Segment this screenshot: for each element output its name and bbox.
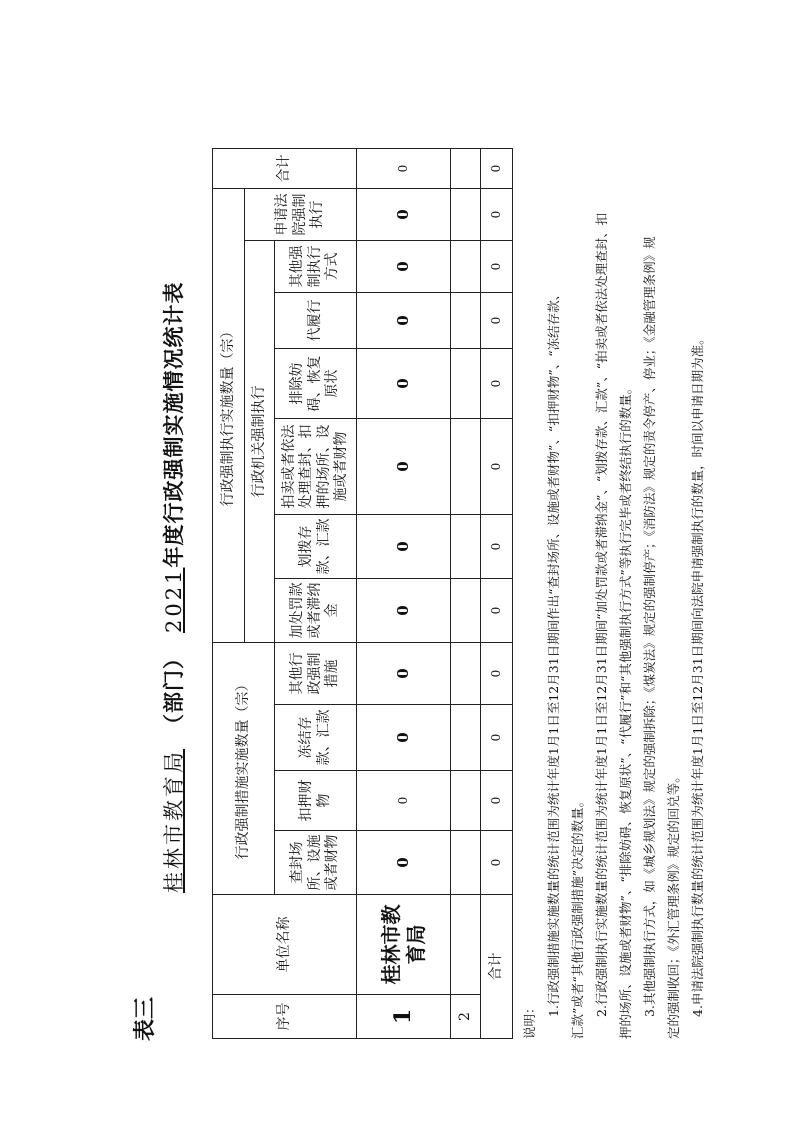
row-unit (451, 895, 481, 995)
cell: 0 (357, 149, 451, 189)
note-line: 3.其他强制执行方式，如《城乡规划法》规定的强制拆除；《煤炭法》规定的强制停产；《消防法》规定的责令停产、停业；《金融管理条例》规 (642, 236, 657, 1017)
cell (451, 349, 481, 419)
cell: 0 (481, 831, 513, 895)
cell: 0 (357, 831, 451, 895)
statistics-table (212, 148, 513, 1039)
title-org: 桂林市教育局 (162, 749, 186, 893)
title-dept-note: （部门） (161, 647, 186, 735)
cell (451, 831, 481, 895)
cell: 0 (357, 771, 451, 831)
cell: 0 (481, 349, 513, 419)
header-measure-freeze: 冻结存款、汇款 (275, 705, 357, 771)
notes-heading: 说明： (522, 1001, 537, 1039)
title-year: 2021 (162, 567, 186, 633)
note-line: 押的场所、设施或者财物”、“排除妨碍、恢复原状”、“代履行”和“其他强制执行方式”等执行完毕或者终结执行的数量。 (618, 381, 633, 1039)
header-agency-fine: 加处罚款或者滞纳金 (275, 579, 357, 643)
row-seq: 1 (357, 995, 451, 1039)
cell: 0 (481, 189, 513, 241)
title-suffix: 年度行政强制实施情况统计表 (161, 281, 186, 568)
cell: 0 (481, 293, 513, 349)
header-measure-other: 其他行政强制措施 (275, 643, 357, 705)
header-agency-transfer: 划拨存款、汇款 (275, 515, 357, 579)
table-row (357, 149, 451, 1039)
total-row (481, 149, 513, 1039)
cell: 0 (357, 349, 451, 419)
header-agency-group: 行政机关强制执行 (245, 241, 275, 643)
header-court: 申请法院强制执行 (245, 189, 357, 241)
page-title (158, 193, 188, 893)
cell: 0 (357, 643, 451, 705)
header-agency-other: 其他强制执行方式 (275, 241, 357, 293)
note-line: 4.申请法院强制执行数量的统计范围为统计年度1月1日至12月31日期间向法院申请强制执行的数量，时间以申请日期为准。 (690, 332, 705, 1017)
cell: 0 (481, 515, 513, 579)
cell: 0 (481, 705, 513, 771)
cell: 0 (357, 579, 451, 643)
cell (451, 241, 481, 293)
notes (518, 159, 710, 1039)
cell: 0 (481, 241, 513, 293)
cell: 0 (357, 241, 451, 293)
cell: 0 (357, 419, 451, 515)
table-row (451, 149, 481, 1039)
row-unit: 桂林市教育局 (357, 895, 451, 995)
cell (451, 771, 481, 831)
note-line: 2.行政强制执行实施数量的统计范围为统计年度1月1日至12月31日期间“加处罚款或者滞纳金”、“划拨存款、汇款”、“拍卖或者依法处理查封、扣 (594, 212, 609, 1017)
cell: 0 (481, 643, 513, 705)
cell (451, 293, 481, 349)
header-agency-auction: 拍卖或者依法处理查封、扣押的场所、设施或者财物 (275, 419, 357, 515)
cell (451, 189, 481, 241)
sheet-label: 表三 (132, 996, 158, 1041)
header-seq: 序号 (213, 995, 357, 1039)
note-line: 定的强制收回；《外汇管理条例》规定的回兑等。 (666, 770, 681, 1039)
note-line: 1.行政强制措施实施数量的统计范围为统计年度1月1日至12月31日期间作出“查封场所、设施或者财物”、“扣押财物”、“冻结存款、 (546, 287, 561, 1017)
cell (451, 579, 481, 643)
cell (451, 419, 481, 515)
cell: 0 (357, 705, 451, 771)
cell: 0 (357, 293, 451, 349)
total-label: 合计 (481, 895, 513, 1039)
header-measures-group: 行政强制措施实施数量（宗） (213, 643, 275, 895)
cell: 0 (481, 771, 513, 831)
note-line: 汇款”或者“其他行政强制措施”决定的数量。 (570, 794, 585, 1039)
header-measure-seize: 扣押财物 (275, 771, 357, 831)
cell: 0 (357, 515, 451, 579)
cell: 0 (481, 149, 513, 189)
cell (451, 515, 481, 579)
cell: 0 (357, 189, 451, 241)
header-measure-seal: 查封场所、设施或者财物 (275, 831, 357, 895)
cell: 0 (481, 579, 513, 643)
header-agency-substitute: 代履行 (275, 293, 357, 349)
cell (451, 705, 481, 771)
header-agency-remove: 排除妨碍、恢复原状 (275, 349, 357, 419)
header-exec-group: 行政强制执行实施数量（宗） (213, 189, 245, 643)
header-total: 合计 (213, 149, 357, 189)
cell: 0 (481, 419, 513, 515)
header-unit: 单位名称 (213, 895, 357, 995)
row-seq: 2 (451, 995, 481, 1039)
cell (451, 149, 481, 189)
cell (451, 643, 481, 705)
